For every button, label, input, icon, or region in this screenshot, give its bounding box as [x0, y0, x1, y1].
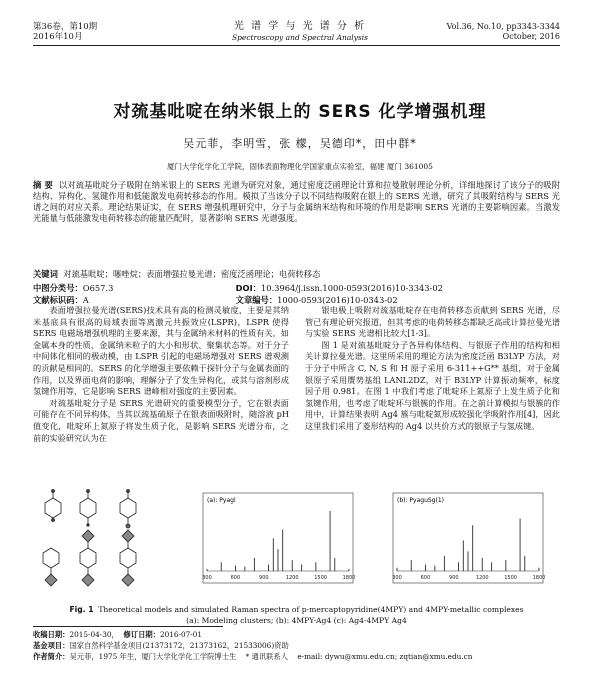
- panel-a-label: (a): Pyagl: [207, 497, 236, 504]
- x-tick-label: 1200: [285, 575, 299, 581]
- panel-a-plot: [202, 511, 355, 581]
- figure-caption: [33, 604, 560, 626]
- molecule-model-ag4-c: [120, 530, 136, 586]
- volume-cn: 第36卷，第10期: [33, 22, 98, 32]
- journal-name-cn: 光 谱 学 与 光 谱 分 析: [233, 21, 367, 32]
- molecule-model-ag4-b: [80, 530, 96, 586]
- x-tick-label: 1800: [532, 575, 546, 581]
- keywords-text: 对巯基吡啶；噻唑烷；表面增强拉曼光谱；密度泛函理论；电荷转移态: [63, 269, 321, 279]
- paper-authors: 吴元菲，李明雪，张 檬，吴德印*，田中群*: [183, 137, 417, 150]
- abstract: [33, 180, 560, 224]
- received-date: 2015-04-30，: [69, 630, 119, 639]
- article-number-label: 文章编号：: [235, 295, 278, 305]
- x-tick-label: 600: [230, 575, 241, 581]
- fund-label: 基金项目：: [33, 641, 70, 651]
- x-tick-label: 600: [420, 575, 431, 581]
- figure-caption-text: Theoretical models and simulated Raman spectra of p-mercaptopyridine(4MPY) and 4MPY-metallic complexes: [98, 605, 524, 614]
- x-tick-label: 900: [449, 575, 459, 581]
- fund-text: 国家自然科学基金项目(21373172，21373162，21533006)资助: [69, 641, 289, 651]
- spectrum-panel-a: [202, 493, 355, 583]
- molecule-model-4mpy-ag: [120, 490, 136, 529]
- date-en: October, 2016: [502, 32, 560, 41]
- figure-caption-label: Fig. 1: [69, 605, 94, 614]
- x-tick-label: 300: [392, 575, 402, 581]
- journal-name-en: Spectroscopy and Spectral Analysis: [231, 33, 369, 42]
- body-column-left: [33, 305, 289, 444]
- x-tick-label: 1500: [504, 575, 517, 581]
- article-meta: [33, 282, 560, 306]
- body-paragraph: 表面增强拉曼光谱(SERS)技术具有高的检测灵敏度，主要是其纳米基底具有很高的局域表面等离激元共振效应(LSPR)，LSPR 使得 SERS 电磁场增强机理的主要来源，其与金属纳米材料的性质有关，如金属本身的性质、金属纳米粒子的大小和形状、聚集状态等。对于分子中间体化相同的极动模，由 LSPR 引起的电磁场增强对 SERS 谱观测的贡献是相同的。SERS 的化学增强主要依赖于探针分子与金属表面的作用，以及界面电荷的影响，理解分子了发生异构化，或其与溶剂形成氢键作用等，它是影响 SERS 谱峰相对强度的主要因素。: [33, 305, 289, 397]
- body-paragraph: 图 1 是对巯基吡啶分子各异构体结构、与银原子作用的结构和相关计算拉曼光谱。这里所采用的理论方法为密度泛函 B3LYP 方法，对于分子中所含 C, N, S 和 H 原子采用 6-311++G** 基组，对于金属银原子采用赝势基组 LANL2DZ，对于 B3LYP 计算振动频率，标度因子用 0.981。在图 1 中我们考虑了吡啶环上氮原子上发生质子化和氢键作用，也考虑了吡啶环与银簇的作用。在之前计算模拟与银簇的作用中，计算结果表明 Ag4 簇与吡啶氮形成较强化学吸附作用[4]，因此这里我们采用了菱形结构的 Ag4 以共价方式的银原子与氢成键。: [305, 339, 560, 431]
- molecule-model-ag4-a: [43, 548, 59, 586]
- received-label: 收稿日期：: [33, 630, 70, 639]
- molecule-models: [43, 490, 136, 587]
- molecule-model-4mpy-h: [80, 490, 96, 527]
- journal-volume-en: [447, 22, 560, 42]
- figure-caption-sub: (a): Modeling clusters; (b): 4MPY-Ag4 (c): Ag4-4MPY Ag4: [186, 616, 407, 625]
- clc-value: O657.3: [82, 283, 114, 293]
- contact-email: e-mail: dywu@xmu.edu.cn; zqtian@xmu.edu.cn: [297, 652, 473, 662]
- x-tick-label: 1800: [342, 575, 356, 581]
- x-tick-label: 900: [259, 575, 269, 581]
- abstract-label: 摘 要: [33, 180, 53, 190]
- author-label: 作者简介：: [33, 652, 70, 662]
- keywords-label: 关键词: [33, 269, 58, 279]
- doc-value: A: [82, 295, 89, 305]
- doi-label: DOI：: [235, 283, 261, 293]
- figure-1-svg: [33, 488, 560, 598]
- abstract-text: 以对巯基吡啶分子吸附在纳米银上的 SERS 光谱为研究对象，通过密度泛函理论计算和拉曼散射理论分析，详细地探讨了该分子的吸附结构、异构化、氢键作用和低能激发电荷转移态的作用。模拟了当该分子以不同结构吸附在银上的 SERS 光谱，研究了其吸附结构与 SERS 光谱之间的对应关系。理论结果证实，在 SERS 增强机理研究中，分子与金属纳米结构和环境的作用是影响 SERS 光谱的主要影响因素。当激发光能量与低能激发电荷转移态的能量匹配时，显著影响 SERS 光谱强度。: [33, 180, 561, 223]
- panel-b-label: (b): PyaguSg(1): [397, 497, 444, 504]
- revised-label: 修订日期：: [123, 630, 160, 639]
- panel-b-plot: [392, 519, 545, 581]
- footnotes: [33, 629, 560, 663]
- journal-name: [170, 22, 430, 43]
- corresponding-label: * 通讯联系人: [245, 652, 289, 662]
- body-paragraph: 对巯基吡啶分子是 SERS 光谱研究的重要模型分子，它在银表面可能存在不同异构体，当其以巯基硫原子在银表面吸附时，随溶液 pH 值变化，吡啶环上氮原子将发生质子化，是影响 SERS 光谱分布，之前的实验研究认为在: [33, 397, 289, 443]
- keywords: [33, 268, 560, 280]
- volume-en: Vol.36, No.10, pp3343-3344: [446, 22, 560, 31]
- article-number-value: 1000-0593(2016)10-0343-02: [277, 295, 398, 305]
- paper-title: 对巯基吡啶在纳米银上的 SERS 化学增强机理: [113, 102, 487, 122]
- x-tick-label: 300: [202, 575, 212, 581]
- revised-date: 2016-07-01: [159, 630, 203, 639]
- figure-1: [33, 488, 560, 598]
- author-text: 吴元菲，1975 年生，厦门大学化学化工学院博士生: [69, 652, 237, 662]
- x-tick-label: 1500: [314, 575, 327, 581]
- molecule-model-4mpy: [45, 490, 61, 522]
- doc-label: 文献标识码：: [33, 295, 83, 305]
- footnote-rule: [33, 626, 223, 627]
- journal-volume-cn: [33, 22, 97, 42]
- body-column-right: [305, 305, 560, 433]
- footnote-author: [33, 651, 560, 662]
- spectrum-panel-b: [392, 493, 545, 583]
- clc-label: 中图分类号：: [33, 283, 83, 293]
- header-rule: [33, 45, 560, 46]
- doi-value: 10.3964/j.issn.1000-0593(2016)10-3343-02: [260, 283, 443, 293]
- body-paragraph: 银电极上吸附对巯基吡啶存在电荷转移态贡献到 SERS 光谱，尽管已有理论研究报道，但其考虑的电荷转移态都缺乏高或计算拉曼光谱与实验 SERS 光谱相比较大[1-3]。: [305, 305, 560, 339]
- date-cn: 2016年10月: [33, 32, 83, 42]
- footnote-fund: [33, 640, 560, 651]
- paper-affiliation: 厦门大学化学化工学院，固体表面物理化学国家重点实验室，福建 厦门 361005: [167, 162, 433, 171]
- footnote-dates: [33, 629, 560, 640]
- x-tick-label: 1200: [475, 575, 489, 581]
